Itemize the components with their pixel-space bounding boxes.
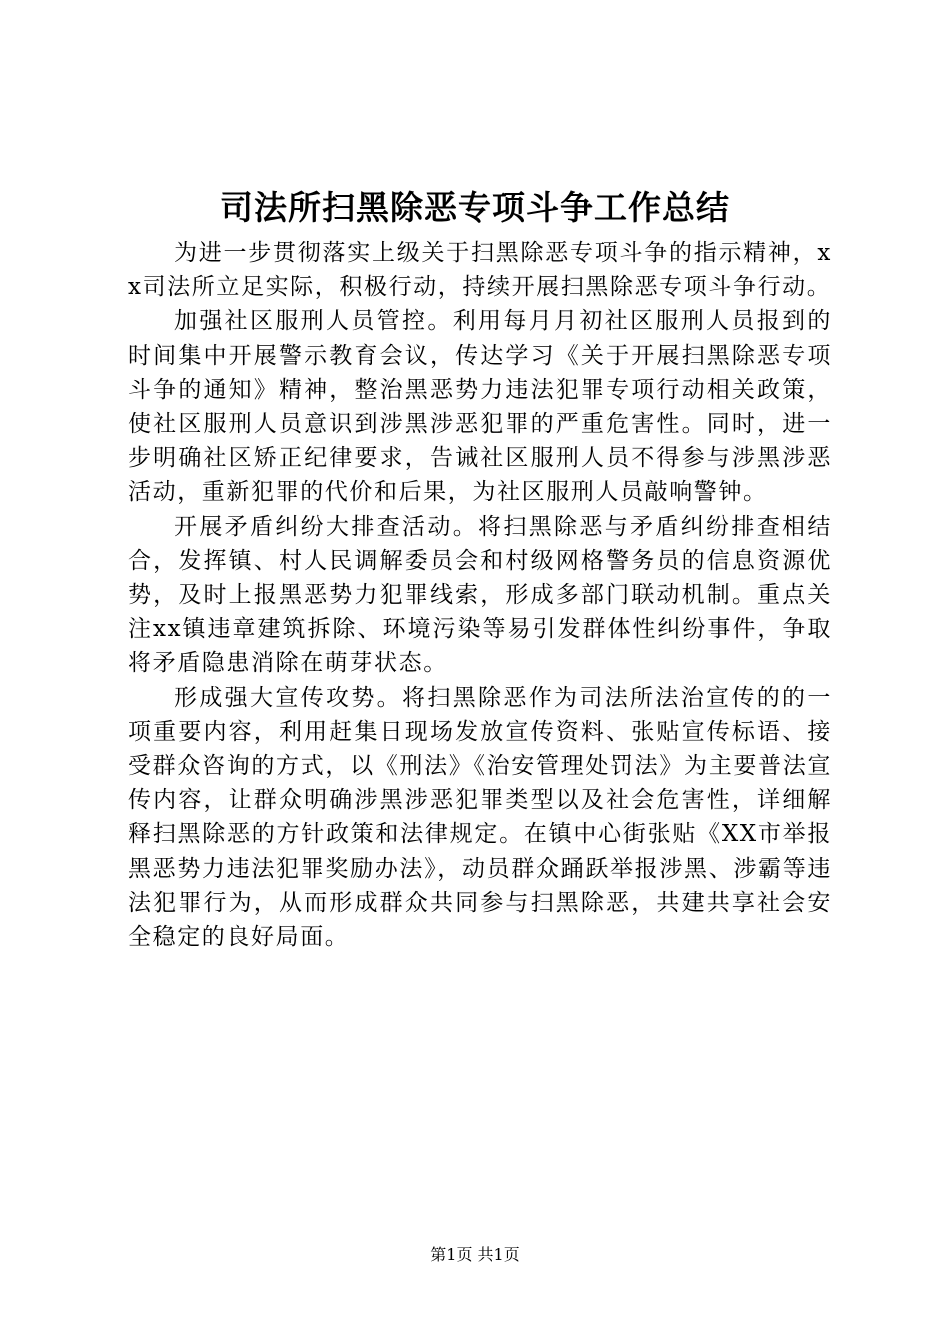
- paragraph-publicity: 形成强大宣传攻势。将扫黑除恶作为司法所法治宣传的的一项重要内容，利用赶集日现场发放宣传资料、张贴宣传标语、接受群众咨询的方式，以《刑法》《治安管理处罚法》为主要普法宣传内容，让群众明确涉黑涉恶犯罪类型以及社会危害性，详细解释扫黑除恶的方针政策和法律规定。在镇中心街张贴《XX市举报黑恶势力违法犯罪奖励办法》，动员群众踊跃举报涉黑、涉霸等违法犯罪行为，从而形成群众共同参与扫黑除恶，共建共享社会安全稳定的良好局面。: [128, 684, 832, 951]
- paragraph-community-control: 加强社区服刑人员管控。利用每月月初社区服刑人员报到的时间集中开展警示教育会议，传达学习《关于开展扫黑除恶专项斗争的通知》精神，整治黑恶势力违法犯罪专项行动相关政策，使社区服刑人员意识到涉黑涉恶犯罪的严重危害性。同时，进一步明确社区矫正纪律要求，告诫社区服刑人员不得参与涉黑涉恶活动，重新犯罪的代价和后果，为社区服刑人员敲响警钟。: [128, 308, 832, 506]
- page-footer: 第1页 共1页: [430, 1245, 520, 1264]
- paragraph-intro: 为进一步贯彻落实上级关于扫黑除恶专项斗争的指示精神，xx司法所立足实际，积极行动，持续开展扫黑除恶专项斗争行动。: [128, 240, 832, 301]
- document-body: [128, 236, 832, 954]
- document-title: 司法所扫黑除恶专项斗争工作总结: [220, 188, 730, 227]
- paragraph-dispute-investigation: 开展矛盾纠纷大排查活动。将扫黑除恶与矛盾纠纷排查相结合，发挥镇、村人民调解委员会和村级网格警务员的信息资源优势，及时上报黑恶势力犯罪线索，形成多部门联动机制。重点关注xx镇违章建筑拆除、环境污染等易引发群体性纠纷事件，争取将矛盾隐患消除在萌芽状态。: [128, 513, 832, 677]
